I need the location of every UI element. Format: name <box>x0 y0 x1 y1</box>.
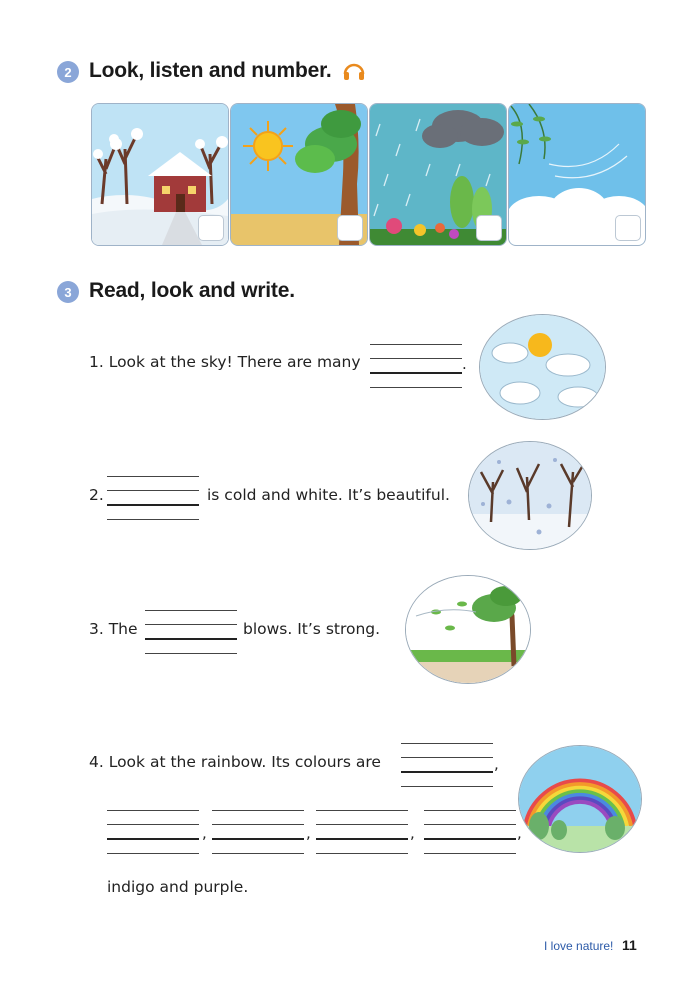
picture-windy-clouds <box>508 103 646 246</box>
question-4-answer-blank-4[interactable] <box>316 810 408 854</box>
section-2-title: Look, listen and number. <box>89 59 332 82</box>
question-4-comma: , <box>306 824 311 842</box>
question-2-number: 2. <box>89 486 104 504</box>
question-4-answer-blank-2[interactable] <box>107 810 199 854</box>
question-4-ending-text: indigo and purple. <box>107 878 249 896</box>
page-number: 11 <box>622 937 637 953</box>
number-answer-box[interactable] <box>337 215 363 241</box>
number-answer-box[interactable] <box>615 215 641 241</box>
section-2-number-badge: 2 <box>57 61 79 83</box>
picture-clouds-sun <box>479 314 606 420</box>
picture-windy-tree <box>405 575 531 684</box>
picture-winter-house <box>91 103 229 246</box>
question-4-answer-blank-1[interactable] <box>401 743 493 787</box>
question-4-answer-blank-3[interactable] <box>212 810 304 854</box>
number-answer-box[interactable] <box>476 215 502 241</box>
question-3-start: 3. The <box>89 620 138 638</box>
headphones-icon[interactable] <box>342 60 366 86</box>
question-1-period: . <box>462 355 467 373</box>
picture-rainy-garden <box>369 103 507 246</box>
question-4-comma: , <box>202 824 207 842</box>
picture-summer-sun <box>230 103 368 246</box>
question-4-comma: , <box>410 824 415 842</box>
number-answer-box[interactable] <box>198 215 224 241</box>
question-1-answer-blank[interactable] <box>370 344 462 388</box>
question-2-answer-blank[interactable] <box>107 476 199 520</box>
question-3-answer-blank[interactable] <box>145 610 237 654</box>
question-4-comma: , <box>517 824 522 842</box>
question-4-text: 4. Look at the rainbow. Its colours are <box>89 753 381 771</box>
question-1-text: 1. Look at the sky! There are many <box>89 353 361 371</box>
picture-snowy-trees <box>468 441 592 550</box>
question-2-text: is cold and white. It’s beautiful. <box>207 486 450 504</box>
picture-rainbow <box>518 745 642 853</box>
section-3-title: Read, look and write. <box>89 279 295 302</box>
section-3-number-badge: 3 <box>57 281 79 303</box>
footer-unit-label: I love nature! <box>544 939 614 953</box>
question-4-comma: , <box>494 755 499 773</box>
question-4-answer-blank-5[interactable] <box>424 810 516 854</box>
question-3-text: blows. It’s strong. <box>243 620 381 638</box>
